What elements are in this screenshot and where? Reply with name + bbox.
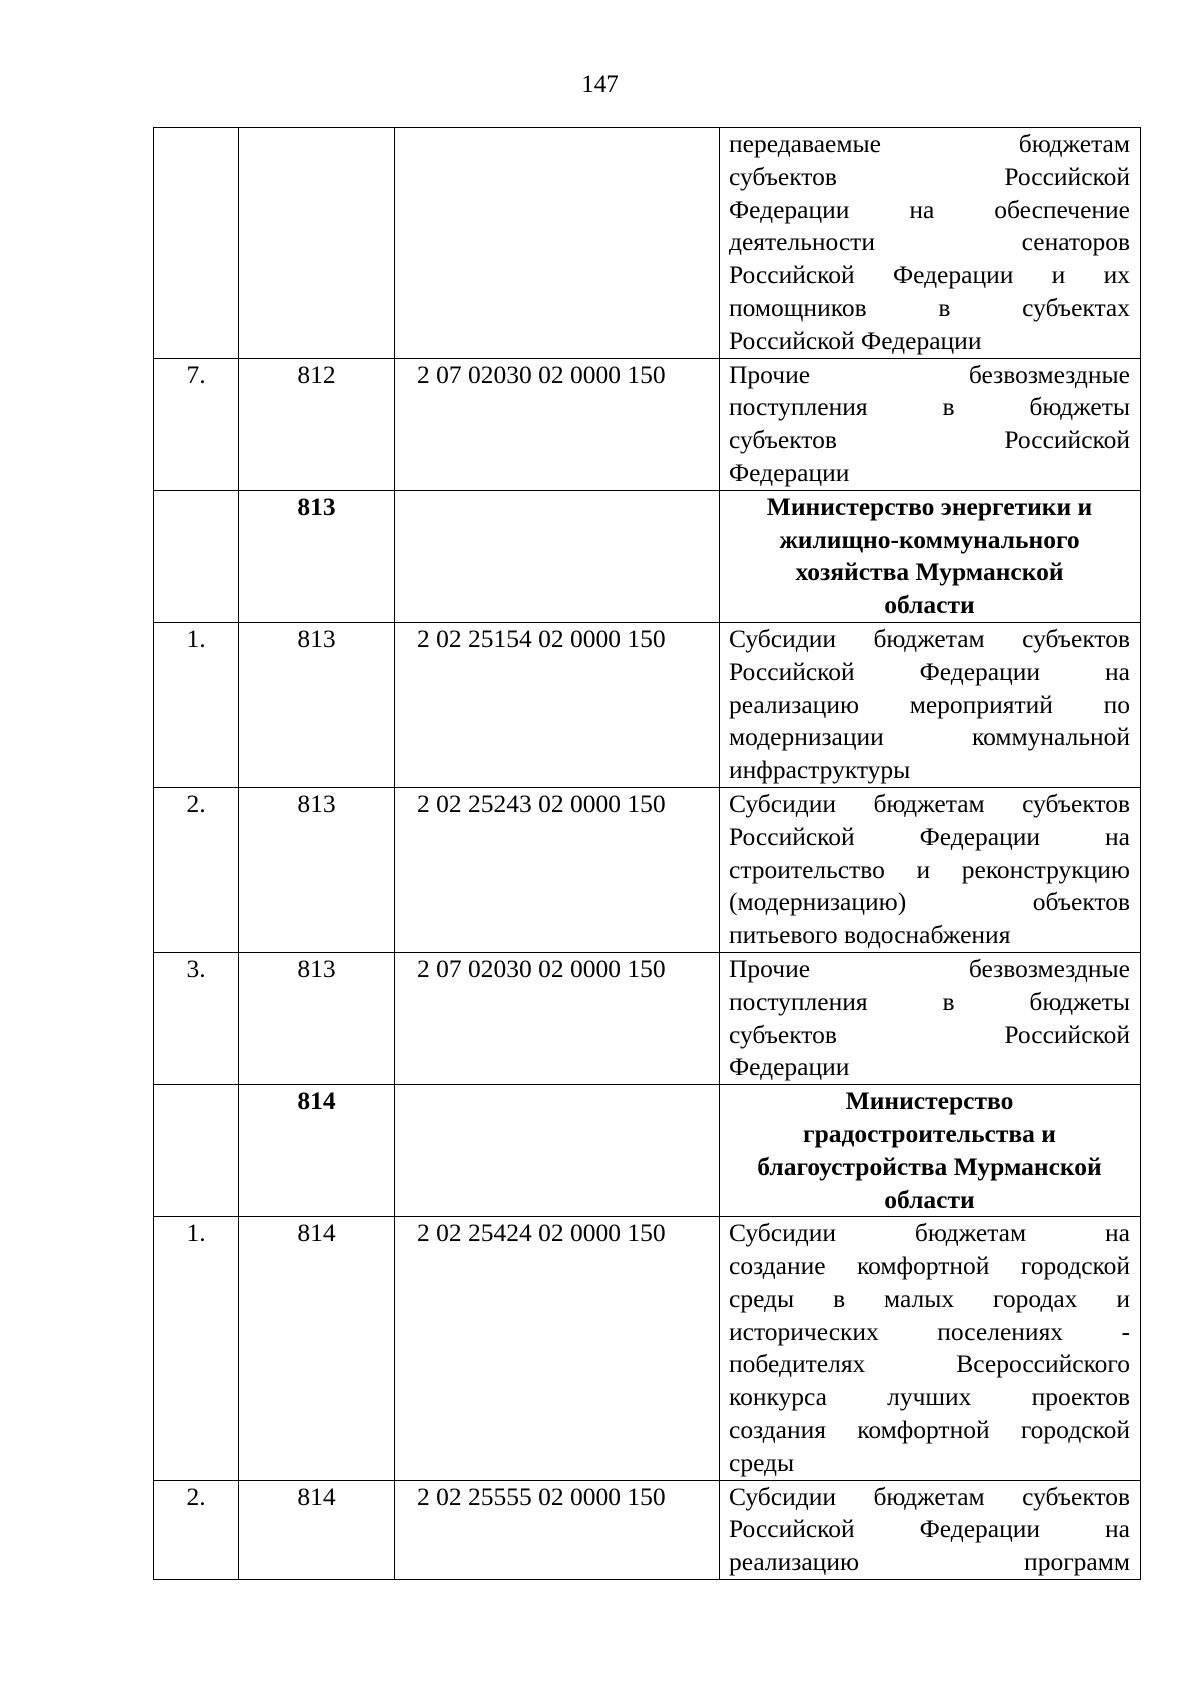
name-text-line: градостроительства и [802, 1118, 1056, 1148]
name-text-line: создание комфортной городской [729, 1251, 1130, 1281]
revenue-table [153, 127, 1141, 1580]
section-title-cell [720, 1085, 1141, 1217]
revenue-name-cell [720, 1480, 1141, 1579]
name-text-line: передаваемые бюджетам [729, 129, 1130, 158]
name-text-line: реализацию программ [729, 1547, 1130, 1577]
row-number-cell: 2. [154, 1480, 239, 1579]
name-text-line: Федерации на обеспечение [729, 194, 1130, 224]
row-number-cell: 1. [154, 622, 239, 787]
revenue-code-cell [395, 1085, 720, 1217]
revenue-code-cell: 2 02 25243 02 0000 150 [395, 787, 720, 952]
name-text-line: субъектов Российской [729, 1019, 1130, 1049]
revenue-code-cell: 2 02 25154 02 0000 150 [395, 622, 720, 787]
section-header-row [154, 1085, 1141, 1217]
name-text-line: питьевого водоснабжения [729, 920, 1011, 950]
row-number-cell: 2. [154, 787, 239, 952]
name-text-line: Российской Федерации [729, 325, 982, 355]
name-text-line: благоустройства Мурманской [757, 1151, 1102, 1181]
name-text-line: Прочие безвозмездные [729, 359, 1130, 389]
revenue-name-cell [720, 952, 1141, 1084]
table-row [154, 1480, 1141, 1579]
table-body [154, 128, 1141, 1580]
section-header-row [154, 490, 1141, 622]
row-number-cell [154, 490, 239, 622]
name-text-line: создания комфортной городской [729, 1415, 1130, 1445]
name-text-line: модернизации коммунальной [729, 722, 1130, 752]
administrator-code-cell: 813 [239, 490, 395, 622]
page-number: 147 [581, 71, 619, 98]
row-number-cell: 1. [154, 1217, 239, 1480]
name-text-line: Федерации [729, 1052, 850, 1082]
table-row [154, 622, 1141, 787]
revenue-code-cell: 2 07 02030 02 0000 150 [395, 952, 720, 1084]
name-text-line: Российской Федерации и их [729, 260, 1130, 290]
name-text-line: Министерство энергетики и [766, 491, 1093, 521]
revenue-code-cell [395, 128, 720, 359]
revenue-name-cell [720, 787, 1141, 952]
name-text-line: инфраструктуры [729, 755, 911, 785]
name-text-line: реализацию мероприятий по [729, 689, 1130, 719]
name-text-line: Прочие безвозмездные [729, 953, 1130, 983]
name-text-line: поступления в бюджеты [729, 986, 1130, 1016]
name-text-line: Федерации [729, 457, 850, 487]
name-text-line: среды в малых городах и [729, 1283, 1130, 1313]
row-number-cell [154, 1085, 239, 1217]
revenue-name-cell [720, 622, 1141, 787]
table-row [154, 787, 1141, 952]
revenue-code-cell: 2 02 25555 02 0000 150 [395, 1480, 720, 1579]
name-text-line: субъектов Российской [729, 161, 1130, 191]
name-text-line: Субсидии бюджетам субъектов [729, 1481, 1130, 1511]
row-number-cell: 3. [154, 952, 239, 1084]
name-text-line: жилищно-коммунального [779, 524, 1080, 554]
administrator-code-cell: 813 [239, 787, 395, 952]
administrator-code-cell: 812 [239, 358, 395, 490]
name-text-line: Российской Федерации на [729, 656, 1130, 686]
name-text-line: Министерство [845, 1086, 1014, 1116]
revenue-name-cell [720, 1217, 1141, 1480]
administrator-code-cell: 814 [239, 1480, 395, 1579]
table-row [154, 952, 1141, 1084]
name-text-line: помощников в субъектах [729, 292, 1130, 322]
revenue-code-cell [395, 490, 720, 622]
name-text-line: строительство и реконструкцию [729, 854, 1130, 884]
section-title-cell [720, 490, 1141, 622]
name-text-line: Субсидии бюджетам на [729, 1218, 1130, 1248]
revenue-name-cell [720, 358, 1141, 490]
revenue-code-cell: 2 02 25424 02 0000 150 [395, 1217, 720, 1480]
administrator-code-cell: 813 [239, 622, 395, 787]
administrator-code-cell: 814 [239, 1217, 395, 1480]
name-text-line: Субсидии бюджетам субъектов [729, 788, 1130, 818]
name-text-line: деятельности сенаторов [729, 227, 1130, 257]
administrator-code-cell: 814 [239, 1085, 395, 1217]
name-text-line: конкурса лучших проектов [729, 1382, 1130, 1412]
name-text-line: (модернизацию) объектов [729, 887, 1130, 917]
row-number-cell [154, 128, 239, 359]
administrator-code-cell: 813 [239, 952, 395, 1084]
name-text-line: субъектов Российской [729, 425, 1130, 455]
name-text-line: поступления в бюджеты [729, 392, 1130, 422]
name-text-line: Субсидии бюджетам субъектов [729, 623, 1130, 653]
name-text-line: области [884, 1184, 975, 1214]
revenue-code-cell: 2 07 02030 02 0000 150 [395, 358, 720, 490]
table-row [154, 128, 1141, 359]
name-text-line: победителях Всероссийского [729, 1349, 1130, 1379]
name-text-line: среды [729, 1447, 795, 1477]
name-text-line: Российской Федерации на [729, 1514, 1130, 1544]
name-text-line: Российской Федерации на [729, 821, 1130, 851]
name-text-line: области [884, 590, 975, 620]
table-row [154, 1217, 1141, 1480]
name-text-line: хозяйства Мурманской [795, 557, 1064, 587]
row-number-cell: 7. [154, 358, 239, 490]
administrator-code-cell [239, 128, 395, 359]
revenue-name-cell [720, 128, 1141, 359]
name-text-line: исторических поселениях - [729, 1316, 1130, 1346]
table-row [154, 358, 1141, 490]
